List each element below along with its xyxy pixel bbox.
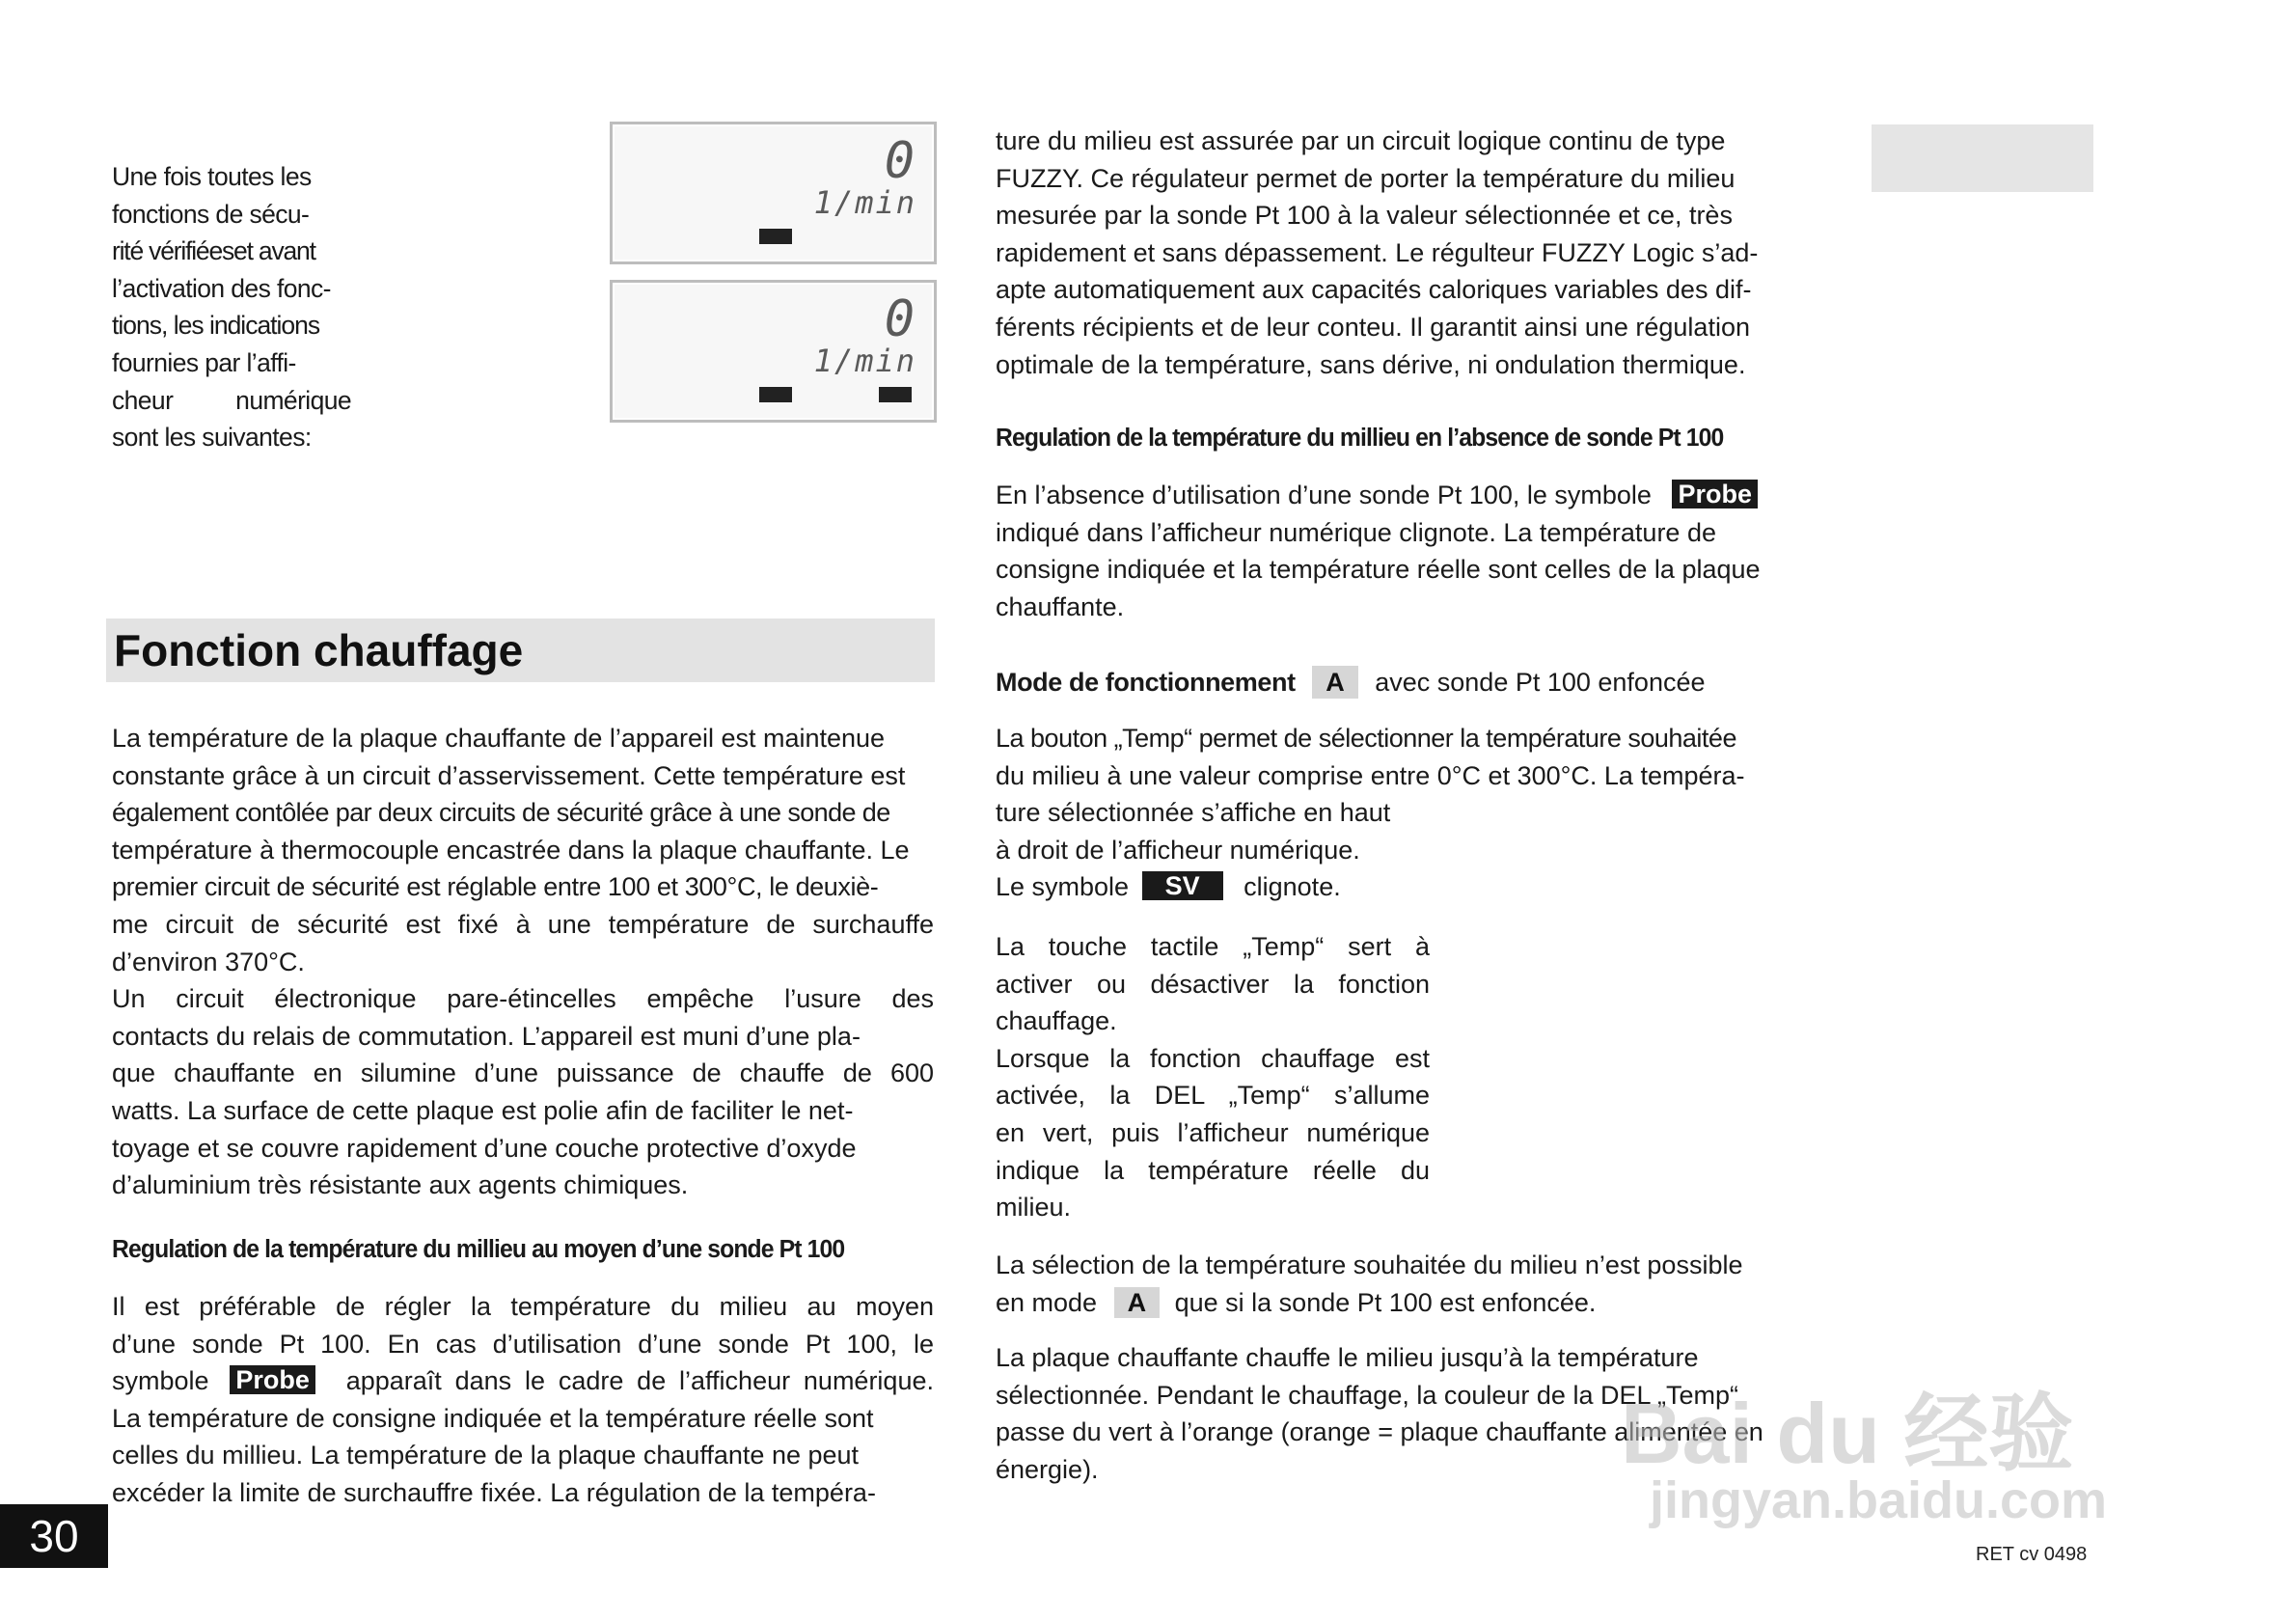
watermark-url: jingyan.baidu.com bbox=[1650, 1471, 2108, 1529]
mode-line bbox=[996, 664, 1706, 701]
text-line: d’aluminium très résistante aux agents chimiques. bbox=[112, 1170, 689, 1200]
intro-line: sont les suivantes: bbox=[112, 423, 312, 453]
lcd-indicator-icon bbox=[759, 387, 792, 402]
right-subheading: Regulation de la température du millieu en l’absence de sonde Pt 100 bbox=[996, 425, 1724, 452]
text-line: La plaque chauffante chauffe le milieu jusqu’à la température bbox=[996, 1343, 1699, 1372]
text-line: rapidement et sans dépassement. Le régulteur FUZZY Logic s’ad- bbox=[996, 237, 1759, 267]
text-line: La bouton „Temp“ permet de sélectionner la température souhaitée bbox=[996, 724, 1736, 753]
mode-post: avec sonde Pt 100 enfoncée bbox=[1375, 668, 1706, 697]
text-line: watts. La surface de cette plaque est polie afin de faciliter le net- bbox=[112, 1095, 854, 1125]
lcd-indicator-icon bbox=[759, 229, 792, 244]
text-line bbox=[996, 1284, 1818, 1322]
text-line: La sélection de la température souhaitée du milieu n’est possible bbox=[996, 1250, 1743, 1279]
text-line: FUZZY. Ce régulateur permet de porter la température du milieu bbox=[996, 163, 1736, 193]
text-line: apte automatiquement aux capacités caloriques variables des dif- bbox=[996, 275, 1752, 305]
mode-label: Mode de fonctionnement bbox=[996, 668, 1296, 697]
text-line: consigne indiquée et la température réelle sont celles de la plaque bbox=[996, 555, 1761, 585]
text-fragment: Le symbole bbox=[996, 872, 1130, 902]
text-line bbox=[112, 1362, 934, 1400]
text-line: La température de la plaque chauffante de l’appareil est maintenue bbox=[112, 724, 886, 753]
text-line: Un circuit électronique pare-étincelles empêche l’usure des bbox=[112, 984, 934, 1014]
lcd-display-2 bbox=[610, 280, 937, 423]
lcd-digit: 0 bbox=[884, 132, 915, 190]
text-line: toyage et se couvre rapidement d’une couche protective d’oxyde bbox=[112, 1133, 857, 1163]
text-line: La température de consigne indiquée et la température réelle sont bbox=[112, 1403, 874, 1433]
intro-line: tions, les indications bbox=[112, 311, 320, 341]
text-line: à droit de l’afficheur numérique. bbox=[996, 835, 1360, 865]
text-fragment: en mode bbox=[996, 1287, 1098, 1317]
text-line: passe du vert à l’orange (orange = plaque chauffante alimentée en bbox=[996, 1417, 1763, 1447]
probe-badge: Probe bbox=[1672, 480, 1758, 508]
text-line: premier circuit de sécurité est réglable entre 100 et 300°C, le deuxiè- bbox=[112, 872, 879, 902]
right-para-1 bbox=[996, 123, 1818, 383]
text-line: énergie). bbox=[996, 1454, 1099, 1484]
probe-badge: Probe bbox=[230, 1365, 315, 1394]
text-line: me circuit de sécurité est fixé à une température de surchauffe bbox=[112, 909, 934, 939]
right-para-4 bbox=[996, 928, 1430, 1226]
left-subheading: Regulation de la température du millieu au moyen d’une sonde Pt 100 bbox=[112, 1236, 845, 1263]
text-line bbox=[996, 868, 1818, 906]
text-fragment: que si la sonde Pt 100 est enfoncée. bbox=[1174, 1287, 1597, 1317]
text-fragment: En l’absence d’utilisation d’une sonde Pt 100, le symbole bbox=[996, 481, 1652, 509]
text-line: chauffage. bbox=[996, 1006, 1117, 1036]
intro-line: rité vérifiéeset avant bbox=[112, 236, 315, 266]
mode-a-badge: A bbox=[1114, 1287, 1161, 1318]
mode-a-badge: A bbox=[1312, 666, 1358, 699]
text-line: température à thermocouple encastrée dans la plaque chauffante. Le bbox=[112, 835, 910, 865]
text-line: excéder la limite de surchauffre fixée. La régulation de la tempéra- bbox=[112, 1477, 876, 1507]
text-line: constante grâce à un circuit d’asservissement. Cette température est bbox=[112, 760, 906, 790]
text-line: activée, la DEL „Temp“ s’allume bbox=[996, 1081, 1430, 1111]
text-line: milieu. bbox=[996, 1193, 1072, 1223]
text-line: contacts du relais de commutation. L’appareil est muni d’une pla- bbox=[112, 1021, 861, 1051]
page-title: Fonction chauffage bbox=[114, 625, 524, 675]
text-line: du milieu à une valeur comprise entre 0°C et 300°C. La tempéra- bbox=[996, 760, 1745, 790]
page-number: 30 bbox=[0, 1504, 108, 1568]
lcd-indicator-icon bbox=[879, 387, 912, 402]
text-line: Lorsque la fonction chauffage est bbox=[996, 1043, 1430, 1073]
watermark-brand: Bai du 经验 bbox=[1621, 1386, 2074, 1481]
text-line: indique la température réelle du bbox=[996, 1155, 1430, 1185]
text-line: celles du millieu. La température de la plaque chauffante ne peut bbox=[112, 1441, 860, 1470]
intro-line: Une fois toutes les bbox=[112, 162, 312, 191]
text-line: d’environ 370°C. bbox=[112, 947, 305, 976]
lcd-digit: 0 bbox=[884, 290, 915, 348]
text-line: La touche tactile „Temp“ sert à bbox=[996, 932, 1430, 961]
intro-line: fournies par l’affi- bbox=[112, 347, 296, 377]
right-para-3 bbox=[996, 720, 1818, 906]
intro-line: fonctions de sécu- bbox=[112, 199, 310, 229]
lcd-unit: 1/min bbox=[813, 184, 916, 221]
text-line: férents récipients et de leur conteu. Il garantit ainsi une régulation bbox=[996, 312, 1750, 342]
text-line: que chauffante en silumine d’une puissance de chauffe de 600 bbox=[112, 1058, 934, 1088]
left-para-2 bbox=[112, 1288, 934, 1512]
text-line: chauffante. bbox=[996, 591, 1125, 621]
right-para-2 bbox=[996, 477, 1818, 625]
text-line bbox=[996, 477, 1818, 514]
text-line: optimale de la température, sans dérive, ni ondulation thermique. bbox=[996, 349, 1746, 379]
intro-line: l’activation des fonc- bbox=[112, 273, 331, 303]
text-line: également contôlée par deux circuits de sécurité grâce à une sonde de bbox=[112, 798, 890, 828]
text-line: en vert, puis l’afficheur numérique bbox=[996, 1117, 1430, 1147]
text-line: activer ou désactiver la fonction bbox=[996, 969, 1430, 999]
lcd-unit: 1/min bbox=[813, 343, 916, 379]
text-fragment: apparaît dans le cadre de l’afficheur numérique. bbox=[345, 1366, 934, 1396]
text-line: d’une sonde Pt 100. En cas d’utilisation d’une sonde Pt 100, le bbox=[112, 1329, 934, 1359]
text-line: mesurée par la sonde Pt 100 à la valeur sélectionnée et ce, très bbox=[996, 201, 1733, 231]
text-fragment: clignote. bbox=[1244, 872, 1341, 902]
margin-tab bbox=[1872, 124, 2093, 192]
intro-line: cheur numérique bbox=[112, 385, 351, 415]
text-line: ture du milieu est assurée par un circuit logique continu de type bbox=[996, 126, 1726, 155]
text-line: Il est préférable de régler la température du milieu au moyen bbox=[112, 1292, 934, 1321]
sv-badge: SV bbox=[1142, 871, 1223, 900]
text-fragment: symbole bbox=[112, 1366, 209, 1396]
right-para-5 bbox=[996, 1247, 1818, 1321]
lcd-display-1 bbox=[610, 122, 937, 264]
footer-code: RET cv 0498 bbox=[1976, 1544, 2088, 1565]
text-line: indiqué dans l’afficheur numérique clignote. La température de bbox=[996, 517, 1716, 547]
text-line: sélectionnée. Pendant le chauffage, la couleur de la DEL „Temp“ bbox=[996, 1380, 1738, 1410]
left-para-1 bbox=[112, 720, 934, 1204]
text-line: ture sélectionnée s’affiche en haut bbox=[996, 798, 1391, 828]
intro-text bbox=[112, 158, 351, 456]
